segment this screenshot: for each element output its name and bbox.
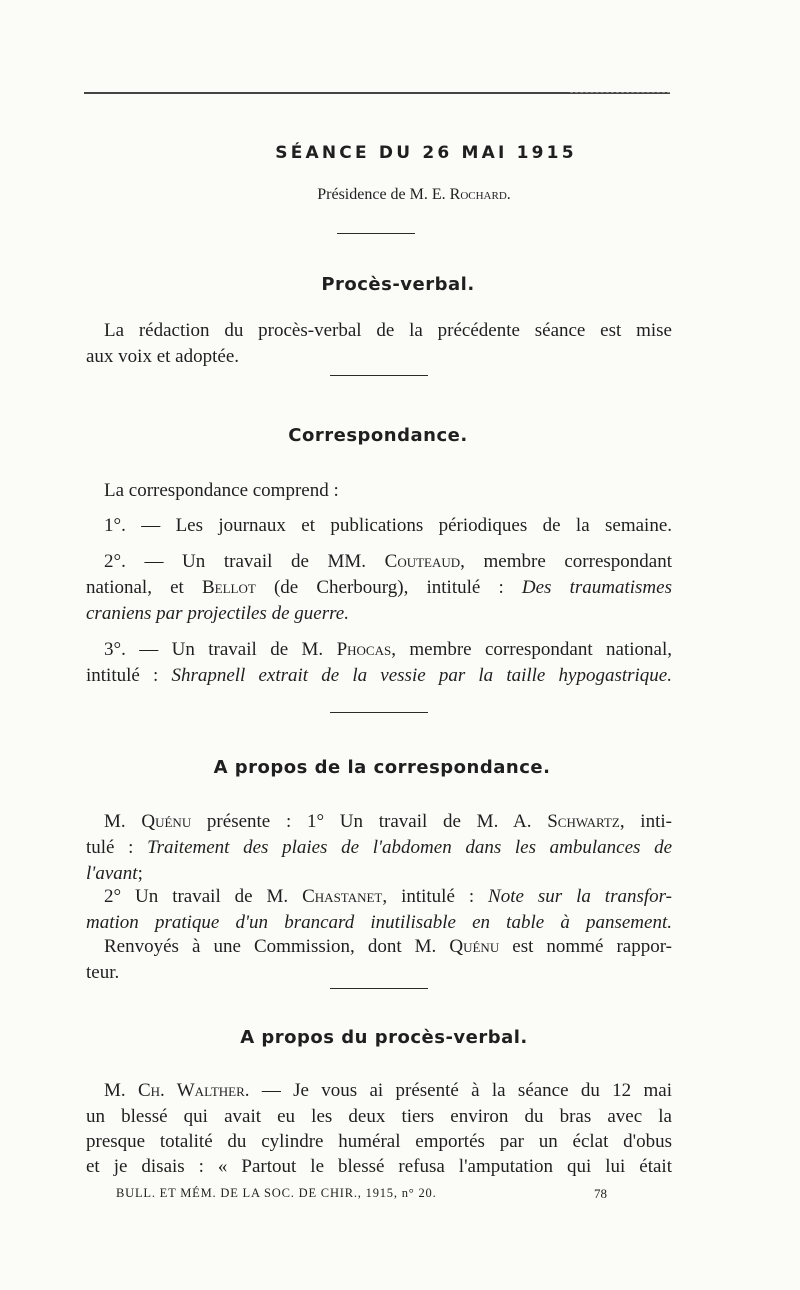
presidence-name: Rochard.	[449, 186, 511, 203]
author-name: Quénu	[141, 811, 192, 832]
text-line: et je disais : « Partout le blessé refusa l'amputation qui lui était	[86, 1156, 672, 1177]
text-line	[104, 637, 672, 663]
text-span: tulé :	[86, 837, 148, 858]
text-line: La correspondance comprend :	[104, 480, 339, 501]
text-span: , membre correspondant	[460, 551, 672, 572]
work-title: Traitement des plaies de l'abdomen dans les ambulances de	[147, 837, 673, 858]
author-name: Couteaud	[384, 551, 461, 572]
work-title: mation pratique d'un brancard inutilisable en table à pansement.	[86, 912, 672, 933]
footer-citation: BULL. ET MÉM. DE LA SOC. DE CHIR., 1915, n° 20.	[116, 1186, 437, 1200]
work-title: Shrapnell extrait de la vessie par la taille hypogastrique.	[171, 665, 672, 686]
section-heading-proces-verbal: Procès-verbal.	[321, 274, 475, 295]
text-line	[104, 934, 672, 960]
section-heading-correspondance: Correspondance.	[288, 425, 468, 446]
text-line	[104, 884, 672, 910]
text-span: 2° Un travail de M.	[104, 886, 303, 907]
text-span: , inti-	[619, 811, 672, 832]
author-name: Bellot	[201, 577, 256, 598]
text-line: La rédaction du procès-verbal de la précédente séance est mise	[104, 320, 672, 341]
text-span: , intitulé :	[382, 886, 489, 907]
separator-rule	[337, 233, 415, 234]
text-span: est nommé rappor-	[499, 936, 672, 957]
work-title: l'avant	[86, 863, 138, 884]
text-span: M.	[104, 811, 142, 832]
text-line: teur.	[86, 962, 120, 983]
text-span: ;	[137, 863, 143, 884]
author-name: Schwartz	[547, 811, 620, 832]
text-span: , membre correspondant national,	[391, 639, 672, 660]
text-line: 1°. — Les journaux et publications périodiques de la semaine.	[104, 515, 672, 536]
text-span: 2°. — Un travail de MM.	[104, 551, 385, 572]
section-heading-a-propos-proces-verbal: A propos du procès-verbal.	[240, 1027, 528, 1048]
text-span: 3°. — Un travail de M.	[104, 639, 337, 660]
text-line: presque totalité du cylindre huméral emportés par un éclat d'obus	[86, 1131, 672, 1152]
seance-title: SÉANCE DU 26 MAI 1915	[275, 143, 577, 163]
text-line	[104, 809, 672, 835]
text-line	[104, 1078, 672, 1104]
text-span: présente : 1° Un travail de M. A.	[191, 811, 548, 832]
author-name: Ch. Walther	[137, 1080, 245, 1101]
text-line: aux voix et adoptée.	[86, 346, 240, 367]
text-span: national, et	[86, 577, 202, 598]
author-name: Quénu	[449, 936, 500, 957]
text-line	[104, 549, 672, 575]
text-line	[86, 835, 672, 861]
author-name: Phocas	[336, 639, 392, 660]
section-heading-a-propos-correspondance: A propos de la correspondance.	[213, 757, 551, 778]
top-rule-tail	[570, 92, 670, 93]
author-name: Chastanet	[302, 886, 383, 907]
work-title: Des traumatismes	[521, 577, 672, 598]
separator-rule	[330, 988, 428, 989]
text-span: intitulé :	[86, 665, 172, 686]
text-line: un blessé qui avait eu les deux tiers environ du bras avec la	[86, 1106, 672, 1127]
separator-rule	[330, 375, 428, 376]
text-span: . — Je vous ai présenté à la séance du 12 mai	[244, 1080, 672, 1101]
presidence-prefix: Présidence de M. E.	[317, 186, 450, 203]
text-span: (de Cherbourg), intitulé :	[255, 577, 522, 598]
separator-rule	[330, 712, 428, 713]
page-number: 78	[594, 1186, 607, 1201]
presidence-line	[14, 186, 800, 204]
text-line	[86, 663, 672, 689]
text-span: Renvoyés à une Commission, dont M.	[104, 936, 450, 957]
text-line	[86, 575, 672, 601]
text-span: M.	[104, 1080, 138, 1101]
work-title: Note sur la transfor-	[488, 886, 672, 907]
work-title: craniens par projectiles de guerre.	[86, 603, 349, 624]
